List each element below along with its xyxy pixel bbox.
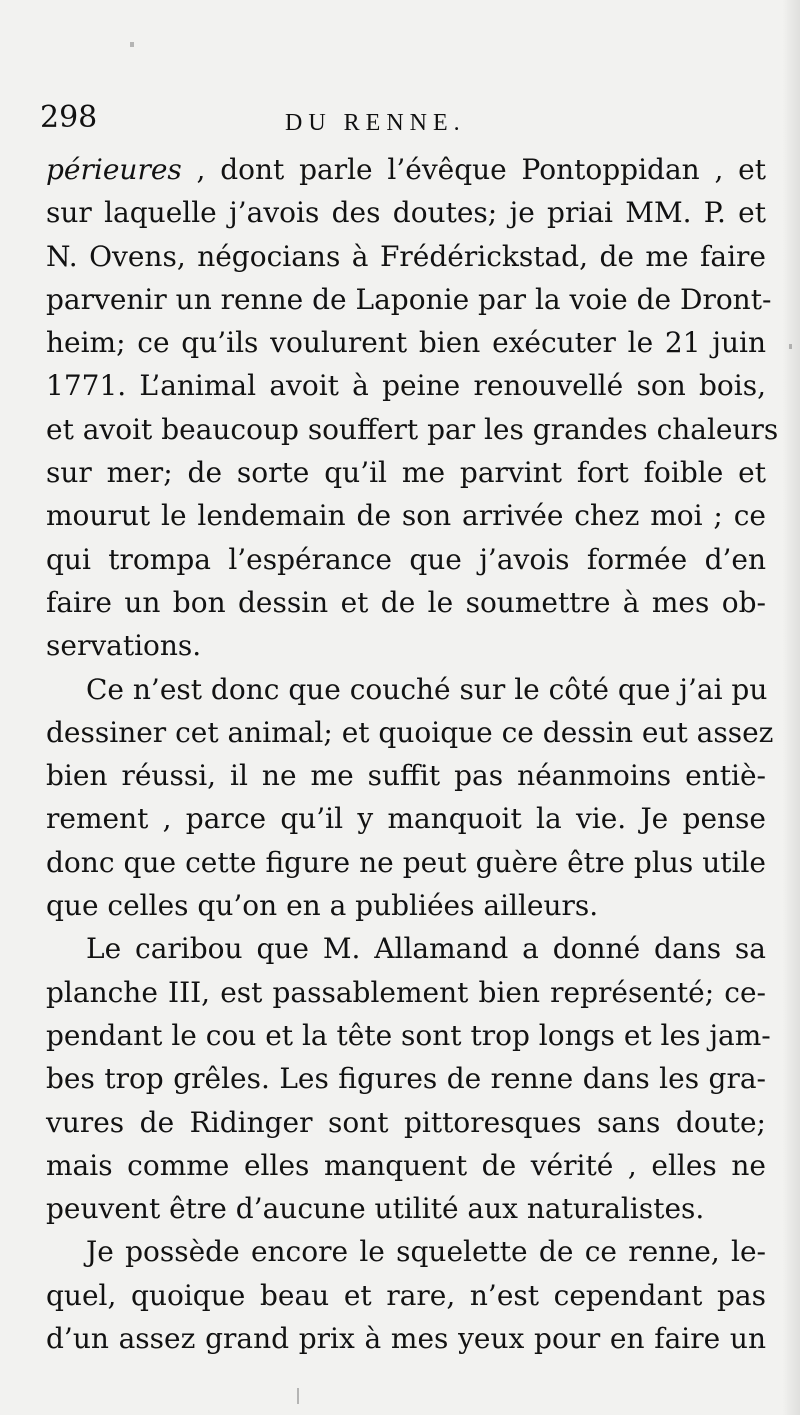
text-line: heim; ce qu’ils voulurent bien exécuter le 21 juin xyxy=(46,326,766,360)
text-line: N. Ovens, négocians à Frédérickstad, de me faire xyxy=(46,239,766,273)
text-line: peuvent être d’aucune utilité aux naturalistes. xyxy=(46,1192,705,1226)
text-line: bes trop grêles. Les figures de renne dans les gra- xyxy=(46,1062,766,1096)
paragraph-start-line: Le caribou que M. Allamand a donné dans sa xyxy=(86,932,766,966)
italic-fragment: périeures xyxy=(46,153,182,186)
text-line: et avoit beaucoup souffert par les grandes chaleurs xyxy=(46,412,779,446)
text-line: dessiner cet animal; et quoique ce dessin eut assez xyxy=(46,715,774,749)
text-line xyxy=(46,148,766,191)
text-line: mais comme elles manquent de vérité , elles ne xyxy=(46,1148,766,1182)
paper-speck xyxy=(130,42,134,47)
text-line: quel, quoique beau et rare, n’est cependant pas xyxy=(46,1278,766,1312)
text-line: vures de Ridinger sont pittoresques sans doute; xyxy=(46,1105,766,1139)
page-edge-shadow xyxy=(782,0,800,1415)
text-line: mourut le lendemain de son arrivée chez moi ; ce xyxy=(46,499,766,533)
paragraph-start-line: Ce n’est donc que couché sur le côté que j’ai pu xyxy=(86,672,768,706)
text-line: 1771. L’animal avoit à peine renouvellé son bois, xyxy=(46,369,766,403)
text-line: sur laquelle j’avois des doutes; je priai MM. P. et xyxy=(46,196,766,230)
running-title: DU RENNE. xyxy=(285,110,466,136)
text-line: sur mer; de sorte qu’il me parvint fort foible et xyxy=(46,456,766,490)
text-line: bien réussi, il ne me suffit pas néanmoins entiè- xyxy=(46,759,766,793)
paragraph-start-line: Je possède encore le squelette de ce renne, le- xyxy=(86,1235,766,1269)
line-text: , dont parle l’évêque Pontoppidan , et xyxy=(181,153,766,186)
text-line: rement , parce qu’il y manquoit la vie. Je pense xyxy=(46,802,766,836)
text-line: parvenir un renne de Laponie par la voie de Dront- xyxy=(46,282,772,316)
body-text xyxy=(46,148,779,1360)
text-line: pendant le cou et la tête sont trop longs et les jam- xyxy=(46,1018,771,1052)
text-line: donc que cette figure ne peut guère être plus utile xyxy=(46,845,766,879)
text-line: faire un bon dessin et de le soumettre à mes ob- xyxy=(46,585,766,619)
text-line: servations. xyxy=(46,629,202,663)
paper-scratch xyxy=(297,1388,299,1404)
text-line: d’un assez grand prix à mes yeux pour en faire un xyxy=(46,1322,766,1356)
paper-speck xyxy=(789,344,792,349)
text-line: qui trompa l’espérance que j’avois formée d’en xyxy=(46,542,766,576)
text-line: planche III, est passablement bien représenté; ce- xyxy=(46,975,766,1009)
text-line: que celles qu’on en a publiées ailleurs. xyxy=(46,889,599,923)
page-number: 298 xyxy=(40,100,98,135)
